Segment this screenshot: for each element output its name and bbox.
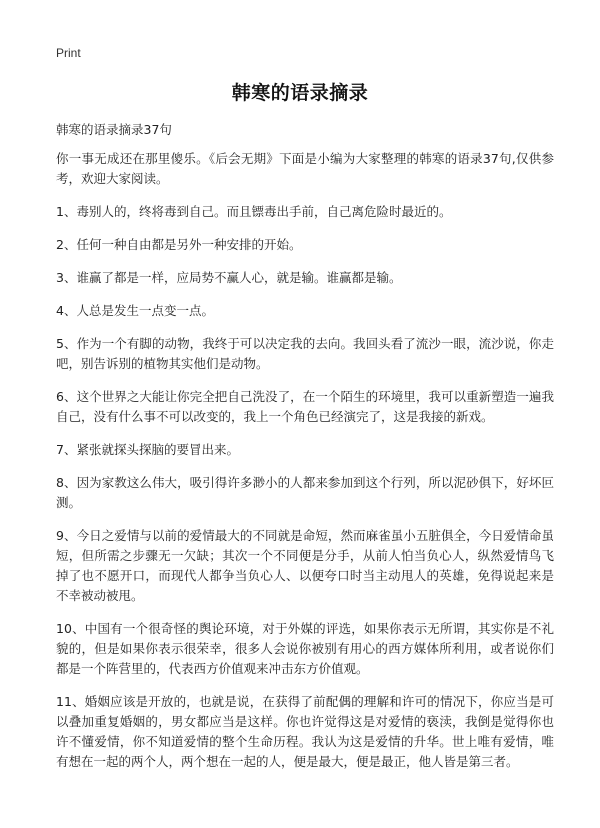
quote-item-10: 10、中国有一个很奇怪的舆论环境，对于外媒的评选，如果你表示无所谓，其实你是不礼貌的，但是如果你表示很荣幸，很多人会说你被别有用心的西方媒体所利用，或者说你们都是一个阵营里的，代表西方价值观来冲击东方价值观。 [56, 621, 554, 676]
quote-item-11: 11、婚姻应该是开放的，也就是说，在获得了前配偶的理解和许可的情况下，你应当是可以叠加重复婚姻的，男女都应当是这样。你也许觉得这是对爱情的亵渎，我倒是觉得你也许不懂爱情，你不知道爱情的整个生命历程。我认为这是爱情的升华。世上唯有爱情，唯有想在一起的两个人，两个想在一起的人，便是最大，便是最正，他人皆是第三者。 [56, 694, 554, 769]
quote-item-5: 5、作为一个有脚的动物，我终于可以决定我的去向。我回头看了流沙一眼，流沙说，你走吧，别告诉别的植物其实他们是动物。 [56, 336, 554, 371]
quote-item-7: 7、紧张就探头探脑的要冒出来。 [56, 442, 239, 457]
quote-item-1: 1、毒别人的，终将毒到自己。而且镖毒出手前，自己离危险时最近的。 [56, 204, 452, 219]
quote-item-4: 4、人总是发生一点变一点。 [56, 303, 214, 318]
quote-item-3: 3、谁赢了都是一样，应局势不赢人心，就是输。谁赢都是输。 [56, 270, 402, 285]
page-title: 韩寒的语录摘录 [231, 82, 369, 104]
intro-paragraph: 你一事无成还在那里傻乐。《后会无期》下面是小编为大家整理的韩寒的语录37句,仅供参考，欢迎大家阅读。 [56, 151, 554, 186]
print-link[interactable]: Print [56, 46, 81, 60]
article-subtitle: 韩寒的语录摘录37句 [56, 122, 172, 137]
quote-item-9: 9、今日之爱情与以前的爱情最大的不同就是命短，然而麻雀虽小五脏俱全，今日爱情命虽短，但所需之步骤无一欠缺；其次一个不同便是分手，从前人怕当负心人，纵然爱情鸟飞掉了也不愿开口，而现代人都争当负心人、以便夸口时当主动甩人的英雄，免得说起来是不幸被动被甩。 [56, 528, 554, 603]
article-body [56, 149, 554, 785]
quote-item-2: 2、任何一种自由都是另外一种安排的开始。 [56, 237, 302, 252]
quote-item-8: 8、因为家教这么伟大，吸引得许多渺小的人都来参加到这个行列，所以泥砂俱下，好坏叵测。 [56, 475, 554, 510]
quote-item-6: 6、这个世界之大能让你完全把自己洗没了，在一个陌生的环境里，我可以重新塑造一遍我自己，没有什么事不可以改变的，我上一个角色已经演完了，这是我接的新戏。 [56, 389, 554, 424]
